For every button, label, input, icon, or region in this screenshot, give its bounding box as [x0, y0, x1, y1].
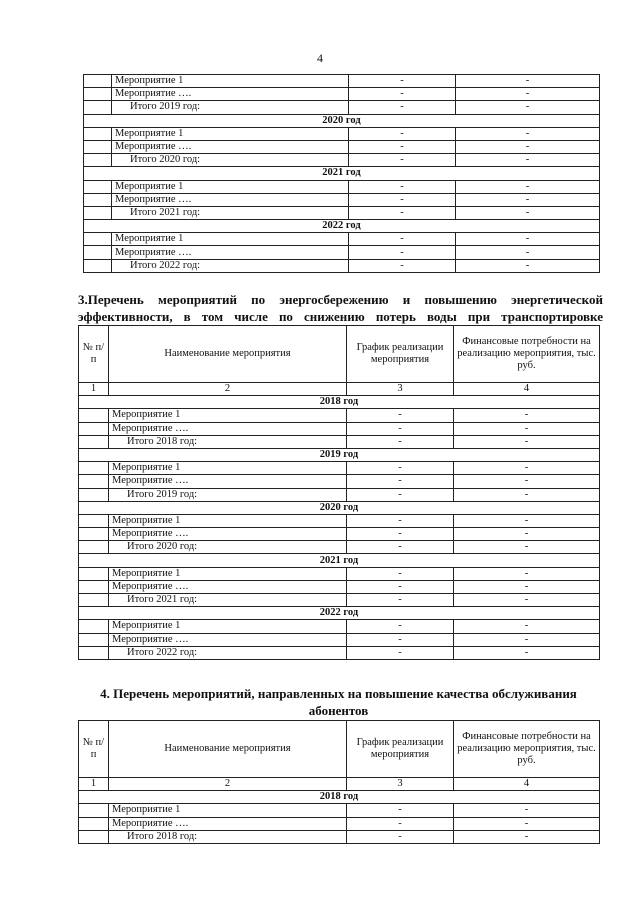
measure-name: Мероприятие 1 — [109, 620, 347, 633]
row-number-cell — [84, 233, 112, 246]
schedule-cell: - — [347, 830, 454, 843]
measure-name: Мероприятие …. — [112, 88, 349, 101]
table-row — [84, 246, 600, 259]
row-number-cell — [84, 246, 112, 259]
row-number-cell — [79, 646, 109, 659]
table-row — [79, 594, 600, 607]
table-row — [84, 259, 600, 272]
year-row — [79, 554, 600, 567]
row-number-cell — [79, 462, 109, 475]
row-number-cell — [79, 804, 109, 817]
financing-cell: - — [456, 101, 600, 114]
row-number-cell — [79, 422, 109, 435]
table-row — [79, 580, 600, 593]
table-row — [79, 804, 600, 817]
section3-table — [78, 325, 600, 660]
row-number-cell — [79, 528, 109, 541]
header-number: № п/п — [79, 721, 109, 778]
row-number-cell — [79, 488, 109, 501]
column-number: 2 — [109, 778, 347, 791]
financing-cell: - — [454, 528, 600, 541]
financing-cell: - — [456, 206, 600, 219]
financing-cell: - — [454, 580, 600, 593]
section1-table-continued — [83, 74, 600, 273]
header-number: № п/п — [79, 326, 109, 383]
measure-name: Мероприятие …. — [109, 422, 347, 435]
measure-name: Мероприятие 1 — [112, 180, 349, 193]
table-row — [84, 180, 600, 193]
financing-cell: - — [456, 127, 600, 140]
table-row — [84, 233, 600, 246]
table-row — [84, 206, 600, 219]
year-row — [79, 501, 600, 514]
measure-name: Мероприятие 1 — [112, 233, 349, 246]
financing-cell: - — [456, 193, 600, 206]
row-number-cell — [79, 580, 109, 593]
measure-name: Мероприятие 1 — [109, 462, 347, 475]
schedule-cell: - — [347, 633, 454, 646]
schedule-cell: - — [347, 817, 454, 830]
schedule-cell: - — [347, 514, 454, 527]
total-label: Итого 2021 год: — [109, 594, 347, 607]
financing-cell: - — [456, 88, 600, 101]
row-number-cell — [79, 514, 109, 527]
column-number: 1 — [79, 383, 109, 396]
total-label: Итого 2018 год: — [109, 435, 347, 448]
table-row — [84, 127, 600, 140]
row-number-cell — [84, 259, 112, 272]
financing-cell: - — [454, 594, 600, 607]
measure-name: Мероприятие 1 — [109, 409, 347, 422]
page-number: 4 — [317, 51, 323, 65]
table-row — [79, 462, 600, 475]
total-label: Итого 2018 год: — [109, 830, 347, 843]
financing-cell: - — [454, 804, 600, 817]
schedule-cell: - — [347, 409, 454, 422]
row-number-cell — [84, 75, 112, 88]
total-label: Итого 2020 год: — [112, 154, 349, 167]
schedule-cell: - — [349, 88, 456, 101]
table-row — [84, 75, 600, 88]
row-number-cell — [79, 567, 109, 580]
row-number-cell — [79, 409, 109, 422]
table-row — [79, 541, 600, 554]
header-financing: Финансовые потребности на реализацию мероприятия, тыс. руб. — [454, 326, 600, 383]
table-row — [79, 435, 600, 448]
row-number-cell — [84, 193, 112, 206]
total-label: Итого 2021 год: — [112, 206, 349, 219]
financing-cell: - — [454, 541, 600, 554]
schedule-cell: - — [349, 127, 456, 140]
header-schedule: График реализации мероприятия — [347, 326, 454, 383]
table-row — [79, 488, 600, 501]
measure-name: Мероприятие 1 — [112, 75, 349, 88]
year-label: 2020 год — [79, 501, 600, 514]
schedule-cell: - — [349, 193, 456, 206]
schedule-cell: - — [347, 804, 454, 817]
financing-cell: - — [454, 409, 600, 422]
schedule-cell: - — [347, 462, 454, 475]
table-row — [84, 193, 600, 206]
year-row — [84, 114, 600, 127]
year-label: 2021 год — [79, 554, 600, 567]
financing-cell: - — [456, 154, 600, 167]
financing-cell: - — [456, 259, 600, 272]
schedule-cell: - — [349, 246, 456, 259]
table-row — [79, 817, 600, 830]
table-row — [79, 567, 600, 580]
schedule-cell: - — [347, 528, 454, 541]
schedule-cell: - — [349, 206, 456, 219]
schedule-cell: - — [347, 475, 454, 488]
measure-name: Мероприятие …. — [109, 475, 347, 488]
schedule-cell: - — [349, 180, 456, 193]
column-number: 4 — [454, 778, 600, 791]
table-row — [79, 633, 600, 646]
total-label: Итого 2019 год: — [109, 488, 347, 501]
table-row — [79, 422, 600, 435]
table-row — [79, 475, 600, 488]
table-body — [84, 75, 600, 273]
row-number-cell — [84, 206, 112, 219]
financing-cell: - — [454, 646, 600, 659]
column-number: 3 — [347, 778, 454, 791]
table-body — [79, 791, 600, 844]
total-label: Итого 2019 год: — [112, 101, 349, 114]
year-row — [84, 220, 600, 233]
measure-name: Мероприятие …. — [109, 817, 347, 830]
year-label: 2019 год — [79, 448, 600, 461]
year-row — [84, 167, 600, 180]
financing-cell: - — [454, 435, 600, 448]
year-row — [79, 396, 600, 409]
schedule-cell: - — [349, 140, 456, 153]
financing-cell: - — [454, 462, 600, 475]
schedule-cell: - — [347, 422, 454, 435]
header-name: Наименование мероприятия — [109, 326, 347, 383]
table-row — [79, 620, 600, 633]
schedule-cell: - — [347, 594, 454, 607]
measure-name: Мероприятие …. — [112, 246, 349, 259]
year-row — [79, 448, 600, 461]
financing-cell: - — [456, 246, 600, 259]
column-number: 1 — [79, 778, 109, 791]
section4-title: 4. Перечень мероприятий, направленных на повышение качества обслуживания абонентов — [100, 686, 577, 718]
row-number-cell — [79, 541, 109, 554]
schedule-cell: - — [347, 646, 454, 659]
financing-cell: - — [454, 817, 600, 830]
measure-name: Мероприятие 1 — [109, 804, 347, 817]
year-label: 2018 год — [79, 396, 600, 409]
financing-cell: - — [456, 180, 600, 193]
table-row — [79, 830, 600, 843]
table-row — [79, 409, 600, 422]
measure-name: Мероприятие …. — [112, 140, 349, 153]
measure-name: Мероприятие …. — [109, 528, 347, 541]
table-row — [84, 154, 600, 167]
table-row — [79, 514, 600, 527]
section4-table — [78, 720, 600, 844]
financing-cell: - — [456, 140, 600, 153]
row-number-cell — [84, 88, 112, 101]
financing-cell: - — [454, 475, 600, 488]
schedule-cell: - — [347, 620, 454, 633]
schedule-cell: - — [347, 488, 454, 501]
row-number-cell — [79, 594, 109, 607]
schedule-cell: - — [347, 567, 454, 580]
financing-cell: - — [454, 567, 600, 580]
financing-cell: - — [454, 514, 600, 527]
year-label: 2022 год — [84, 220, 600, 233]
total-label: Итого 2022 год: — [109, 646, 347, 659]
row-number-cell — [79, 633, 109, 646]
table-row — [84, 140, 600, 153]
financing-cell: - — [454, 830, 600, 843]
financing-cell: - — [454, 633, 600, 646]
row-number-cell — [84, 127, 112, 140]
schedule-cell: - — [349, 75, 456, 88]
measure-name: Мероприятие 1 — [112, 127, 349, 140]
schedule-cell: - — [349, 233, 456, 246]
column-number: 4 — [454, 383, 600, 396]
row-number-cell — [84, 154, 112, 167]
row-number-cell — [84, 180, 112, 193]
header-schedule: График реализации мероприятия — [347, 721, 454, 778]
table-row — [84, 101, 600, 114]
schedule-cell: - — [347, 541, 454, 554]
year-label: 2022 год — [79, 607, 600, 620]
header-name: Наименование мероприятия — [109, 721, 347, 778]
financing-cell: - — [454, 488, 600, 501]
schedule-cell: - — [349, 154, 456, 167]
year-row — [79, 607, 600, 620]
total-label: Итого 2020 год: — [109, 541, 347, 554]
row-number-cell — [84, 101, 112, 114]
financing-cell: - — [454, 620, 600, 633]
section3-title: 3.Перечень мероприятий по энергосбережению и повышению энергетической эффективности, в том числе по снижению потерь воды при транспортировке — [78, 292, 603, 324]
year-label: 2020 год — [84, 114, 600, 127]
schedule-cell: - — [349, 101, 456, 114]
row-number-cell — [79, 620, 109, 633]
column-number: 2 — [109, 383, 347, 396]
row-number-cell — [79, 435, 109, 448]
column-number: 3 — [347, 383, 454, 396]
row-number-cell — [79, 817, 109, 830]
year-label: 2021 год — [84, 167, 600, 180]
year-label: 2018 год — [79, 791, 600, 804]
measure-name: Мероприятие …. — [112, 193, 349, 206]
measure-name: Мероприятие …. — [109, 633, 347, 646]
measure-name: Мероприятие 1 — [109, 567, 347, 580]
header-financing: Финансовые потребности на реализацию мероприятия, тыс. руб. — [454, 721, 600, 778]
table-body — [79, 396, 600, 660]
row-number-cell — [79, 475, 109, 488]
row-number-cell — [84, 140, 112, 153]
schedule-cell: - — [347, 580, 454, 593]
table-row — [84, 88, 600, 101]
measure-name: Мероприятие 1 — [109, 514, 347, 527]
financing-cell: - — [454, 422, 600, 435]
financing-cell: - — [456, 75, 600, 88]
schedule-cell: - — [347, 435, 454, 448]
total-label: Итого 2022 год: — [112, 259, 349, 272]
year-row — [79, 791, 600, 804]
financing-cell: - — [456, 233, 600, 246]
table-row — [79, 646, 600, 659]
row-number-cell — [79, 830, 109, 843]
measure-name: Мероприятие …. — [109, 580, 347, 593]
schedule-cell: - — [349, 259, 456, 272]
table-row — [79, 528, 600, 541]
